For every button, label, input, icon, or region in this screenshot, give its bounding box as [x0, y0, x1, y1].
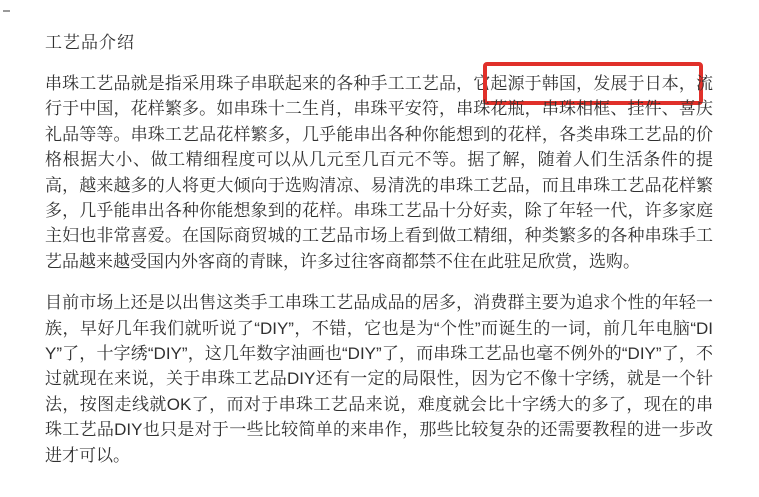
text-segment: 串珠工艺品就是指采用珠子串联起来的各种手工工艺品，它 [45, 74, 491, 93]
text-segment: 流行于中国，花样繁多。如串珠十二生肖，串珠平安符，串珠花瓶，串珠相框、挂件、喜庆礼品等等。串珠工艺品花样繁多，几乎能串出各种你能想到的花样，各类串珠工艺品的价格根据大小、做工精细程度可以从几元至几百元不等。据了解，随着人们生活条件的提高，越来越多的人将更大倾向于选购清凉、易清洗的串珠工艺品，而且串珠工艺品花样繁多，几乎能串出各种你能想象到的花样。串珠工艺品十分好卖，除了年轻一代，许多家庭主妇也非常喜爱。在国际商贸城的工艺品市场上看到做工精细，种类繁多的各种串珠手工艺品越来越受国内外客商的青睐，许多过往客商都禁不住在此驻足欣赏，选购。 [45, 74, 714, 271]
paragraph [45, 71, 713, 274]
paragraph [45, 290, 713, 468]
page-title: 工艺品介绍 [45, 33, 135, 52]
corner-artifact-mark [3, 10, 10, 12]
paragraphs [45, 71, 713, 468]
text-segment: 目前市场上还是以出售这类手工串珠工艺品成品的居多，消费群主要为追求个性的年轻一族，早好几年我们就听说了“DIY”，不错，它也是为“个性”而诞生的一词，前几年电脑“DIY”了，十字绣“DIY”，这几年数字油画也“DIY”了，而串珠工艺品也毫不例外的“DIY”了，不过就现在来说，关于串珠工艺品DIY还有一定的局限性，因为它不像十字绣，就是一个针法，按图走线就OK了，而对于串珠工艺品来说，难度就会比十字绣大的多了，现在的串珠工艺品DIY也只是对于一些比较简单的来串作，那些比较复杂的还需要教程的进一步改进才可以。 [45, 293, 713, 465]
highlight-red-box: 起源于韩国，发展于日本， [483, 62, 703, 105]
